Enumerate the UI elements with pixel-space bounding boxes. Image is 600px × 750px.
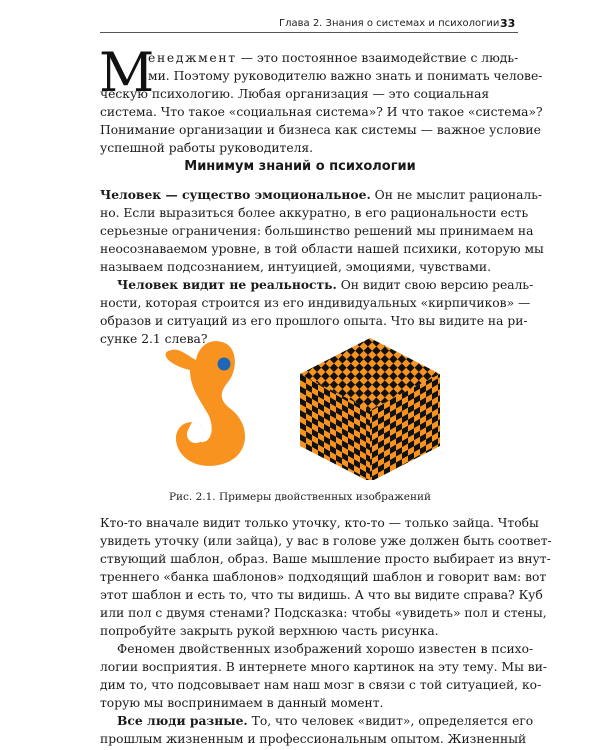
intro-line-5: Понимание организации и бизнеса как системы — важное условие [100, 123, 541, 137]
para2-line-2: ности, которая строится из его индивидуальных «кирпичиков» — [100, 296, 531, 310]
para5-line-1-text: То, что человек «видит», определяется его [247, 714, 534, 728]
para4-line-4: торую мы воспринимаем в данный момент. [100, 696, 384, 710]
para3-line-7: попробуйте закрыть рукой верхнюю часть рисунка. [100, 624, 439, 638]
para2-line-3: образов и ситуаций из его прошлого опыта. Что вы видите на ри- [100, 314, 528, 328]
para2-lead: Человек видит не реальность. [117, 277, 337, 292]
drop-cap: М [99, 41, 155, 104]
para3-line-6: или пол с двумя стенами? Подсказка: чтобы «увидеть» пол и стены, [100, 606, 547, 620]
para1-line-4: неосознаваемом уровне, в той области нашей психики, которую мы [100, 242, 544, 256]
chapter-title: Глава 2. Знания о системах и психологии [279, 18, 500, 29]
section-heading: Минимум знаний о психологии [184, 159, 416, 174]
para4-line-2: логии восприятия. В интернете много картинок на эту тему. Мы ви- [100, 660, 548, 674]
intro-line-2: ми. Поэтому руководителю важно знать и понимать челове- [148, 69, 543, 83]
para2-line-1-text: Он видит свою версию реаль- [336, 278, 534, 292]
para3-line-4: треннего «банка шаблонов» подходящий шаблон и говорит вам: вот [100, 570, 547, 584]
figure-ambiguous-images [150, 330, 450, 480]
checkered-cube-icon [300, 338, 440, 480]
para3-line-5: этот шаблон и есть то, что ты видишь. А что вы видите справа? Куб [100, 588, 543, 602]
para1-lead: Человек — существо эмоциональное. [100, 187, 371, 202]
para1-line-2: но. Если выразиться более аккуратно, в его рациональности есть [100, 206, 529, 220]
para2-line-1 [117, 279, 533, 291]
para3-line-2: увидеть уточку (или зайца), у вас в голове уже должен быть соответ- [100, 534, 552, 548]
figure-caption: Рис. 2.1. Примеры двойственных изображений [168, 491, 431, 503]
intro-line-3: ческую психологию. Любая организация — это социальная [100, 87, 490, 101]
para3-line-3: ствующий шаблон, образ. Ваше мышление просто выбирает из внут- [100, 552, 551, 566]
para4-line-3: дим то, что подсовывает нам наш мозг в связи с той ситуацией, ко- [100, 678, 542, 692]
para5-line-2: прошлым жизненным и профессиональным опытом. Жизненный [100, 732, 527, 746]
intro-line-6: успешной работы руководителя. [100, 141, 314, 155]
intro-line-1 [148, 52, 518, 64]
para2-line-4: сунке 2.1 слева? [100, 332, 208, 346]
para1-line-5: называем подсознанием, интуицией, эмоциями, чувствами. [100, 260, 491, 274]
header-rule [100, 32, 518, 33]
intro-small-caps: енеджмент [148, 51, 237, 65]
intro-line-4: система. Что такое «социальная система»? И что такое «система»? [100, 105, 543, 119]
para3-line-1: Кто-то вначале видит только уточку, кто-то — только зайца. Чтобы [100, 516, 539, 530]
para1-line-1-text: Он не мыслит рациональ- [370, 188, 543, 202]
para1-line-1 [100, 189, 542, 201]
duck-rabbit-icon [166, 341, 245, 466]
para5-line-1 [117, 715, 533, 727]
para1-line-3: серьезные ограничения: большинство решений мы принимаем на [100, 224, 534, 238]
para4-line-1: Феномен двойственных изображений хорошо известен в психо- [117, 642, 534, 656]
para5-lead: Все люди разные. [117, 713, 248, 728]
intro-line-1-text: — это постоянное взаимодействие с людь- [236, 51, 519, 65]
page-number: 33 [500, 17, 516, 30]
